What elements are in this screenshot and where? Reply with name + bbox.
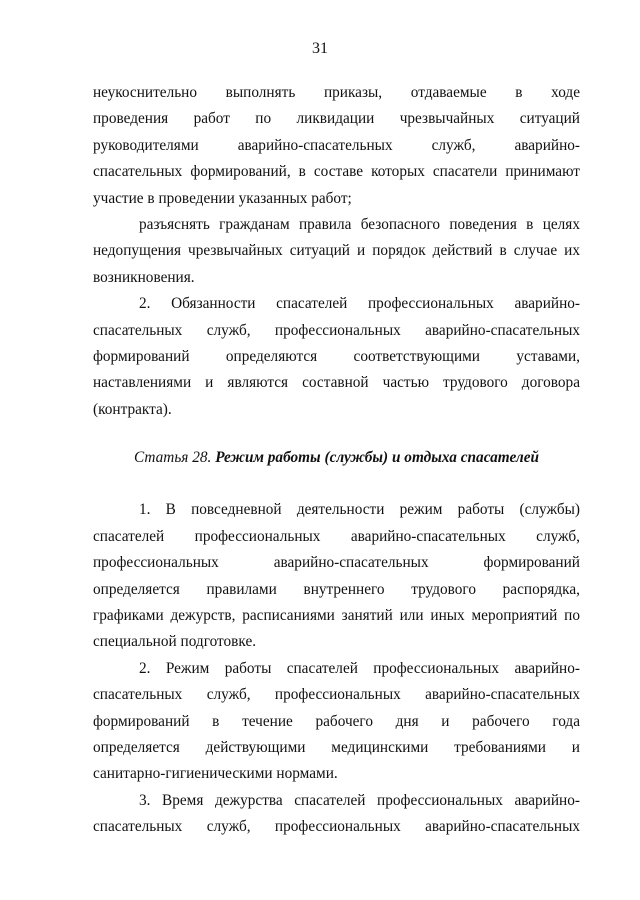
text-line: формирований в течение рабочего дня и рабочего года [93, 712, 580, 730]
text-line: 2. Обязанности спасателей профессиональных аварийно- [139, 295, 580, 313]
paragraph [93, 656, 580, 788]
paragraph [93, 212, 580, 291]
text-line: разъяснять гражданам правила безопасного поведения в целях [139, 215, 580, 233]
paragraph [93, 80, 580, 212]
text-line: формирований определяются соответствующими уставами, [93, 347, 580, 365]
text-line: возникновения. [93, 268, 195, 286]
article-heading [90, 445, 583, 471]
paragraph [93, 788, 580, 841]
text-line: (контракта). [93, 400, 172, 418]
text-line: спасательных служб, профессиональных аварийно-спасательных [93, 686, 580, 704]
document-body [93, 80, 580, 841]
text-line: санитарно-гигиеническими нормами. [93, 765, 338, 783]
article-title: Режим работы (службы) и отдыха спасателей [215, 449, 539, 467]
text-line: спасателей профессиональных аварийно-спасательных служб, [93, 527, 580, 545]
page-number: 31 [312, 40, 328, 57]
text-line: определяется действующими медицинскими требованиями и [93, 738, 580, 756]
text-line: профессиональных аварийно-спасательных формирований [93, 554, 580, 572]
text-line: спасательных служб, профессиональных аварийно-спасательных [93, 818, 580, 836]
text-line: спасательных служб, профессиональных аварийно-спасательных [93, 321, 580, 339]
text-line: 1. В повседневной деятельности режим работы (службы) [139, 501, 580, 519]
text-line: 3. Время дежурства спасателей профессиональных аварийно- [139, 791, 580, 809]
paragraph [93, 497, 580, 655]
text-line: спасательных формирований, в составе которых спасатели принимают [93, 163, 580, 181]
text-line: графиками дежурств, расписаниями занятий или иных мероприятий по [93, 607, 580, 625]
text-line: проведения работ по ликвидации чрезвычайных ситуаций [93, 110, 580, 128]
text-line: неукоснительно выполнять приказы, отдаваемые в ходе [93, 84, 580, 101]
text-line: наставлениями и являются составной частью трудового договора [93, 374, 580, 392]
text-line: специальной подготовке. [93, 633, 257, 651]
text-line: участие в проведении указанных работ; [93, 189, 352, 207]
paragraph [93, 291, 580, 423]
text-line: определяется правилами внутреннего трудового распорядка, [93, 580, 580, 598]
article-label: Статья 28. [134, 449, 212, 467]
text-line: руководителями аварийно-спасательных служб, аварийно- [93, 136, 580, 154]
text-line: 2. Режим работы спасателей профессиональных аварийно- [139, 659, 580, 677]
text-line: недопущения чрезвычайных ситуаций и порядок действий в случае их [93, 242, 580, 260]
